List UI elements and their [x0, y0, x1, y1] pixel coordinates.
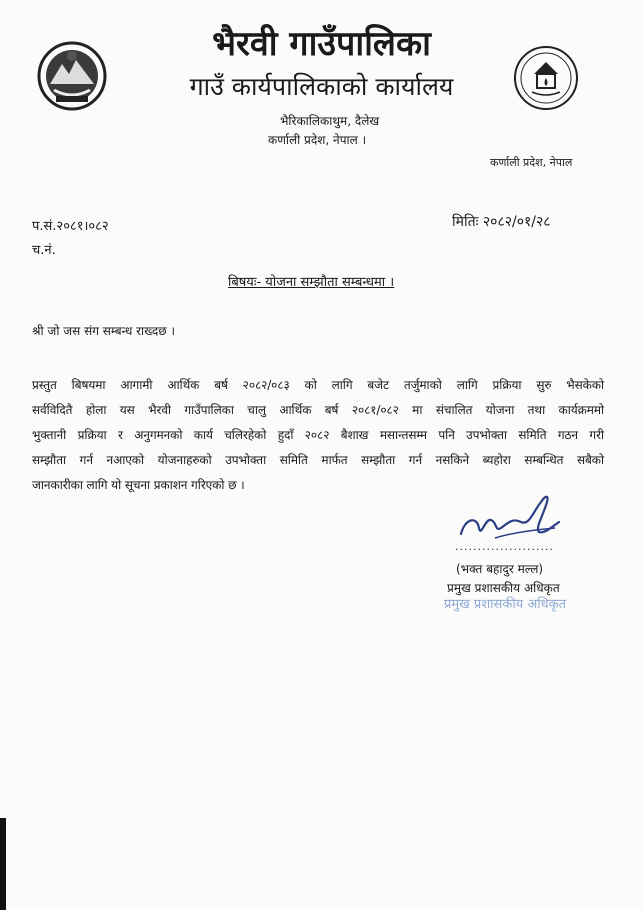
- letterhead-subtitle: गाउँ कार्यपालिकाको कार्यालय: [189, 72, 454, 101]
- signature-line: ......................: [455, 540, 554, 553]
- body-line: भुक्तानी प्रक्रिया र अनुगमनको कार्य चलिरहेको हुदाँ २०८२ बैशाख मसान्तसम्म पनि उपभोक्ता समिति गठन गरी: [32, 428, 604, 442]
- signatory-name: (भक्त बहादुर मल्ल): [456, 562, 544, 576]
- body-line: सम्झौता गर्न नआएको योजनाहरुको उपभोक्ता समिति मार्फत सम्झौता गर्न नसकिने ब्यहोरा सम्बन्धित सबैको: [32, 453, 604, 467]
- reference-number: प.सं.२०८१।०८२: [32, 219, 109, 234]
- letterhead-title: भैरवी गाउँपालिका: [212, 24, 431, 64]
- signature-icon: [455, 488, 565, 544]
- municipality-logo-icon: [512, 44, 580, 112]
- designation-stamp: प्रमुख प्रशासकीय अधिकृत: [444, 597, 567, 612]
- body-line: प्रस्तुत बिषयमा आगामी आर्थिक बर्ष २०८२/०८३ को लागि बजेट तर्जुमाको लागि प्रक्रिया सुरु भैसकेको: [32, 378, 604, 392]
- body-line: जानकारीका लागि यो सूचना प्रकाशन गरिएको छ ।: [32, 478, 245, 492]
- address-line-1: भैरिकालिकाथुम, दैलेख: [280, 114, 380, 128]
- dispatch-number: च.नं.: [32, 243, 56, 258]
- signatory-designation: प्रमुख प्रशासकीय अधिकृत: [447, 581, 560, 595]
- letter-date: मितिः २०८२/०१/२८: [452, 214, 551, 230]
- letter-body: [32, 373, 604, 498]
- province-stamp: कर्णाली प्रदेश, नेपाल: [490, 156, 573, 169]
- scan-edge-bar: [0, 818, 6, 910]
- addressee: श्री जो जस संग सम्बन्ध राख्दछ ।: [32, 324, 176, 338]
- body-line: सर्वविदितै होला यस भैरवी गाउँपालिका चालु आर्थिक बर्ष २०८१/०८२ मा संचालित योजना तथा कार्यक्रममो: [32, 403, 604, 417]
- subject-line: बिषयः- योजना सम्झौता सम्बन्धमा ।: [228, 275, 395, 290]
- address-line-2: कर्णाली प्रदेश, नेपाल ।: [268, 133, 367, 147]
